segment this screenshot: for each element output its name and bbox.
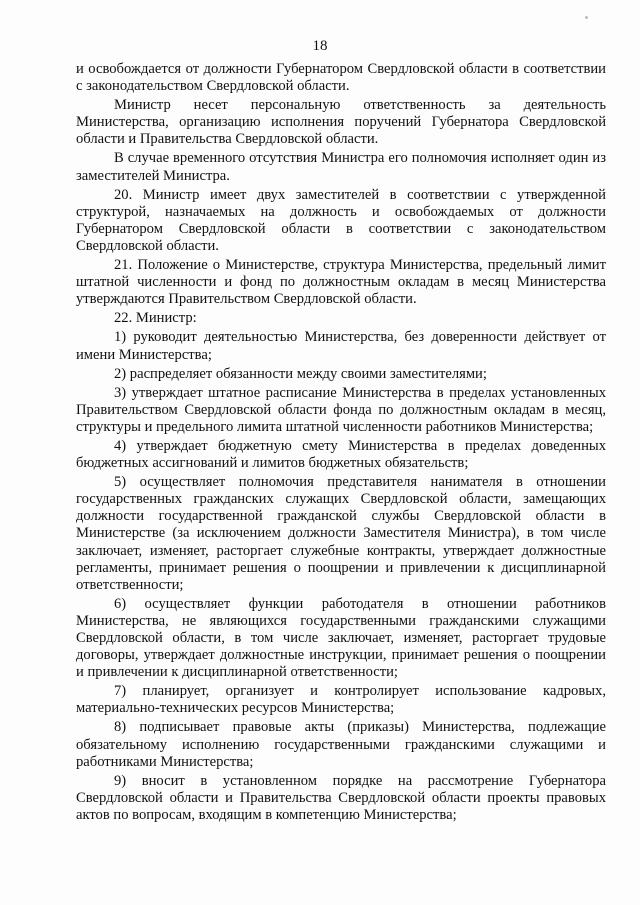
list-item-4: 4) утверждает бюджетную смету Министерства в пределах доведенных бюджетных ассигнований и лимитов бюджетных обязательств; — [76, 437, 606, 472]
list-item-8: 8) подписывает правовые акты (приказы) Министерства, подлежащие обязательному исполнению государственными гражданскими служащими и работниками Министерства; — [76, 719, 606, 770]
paragraph-item-20: 20. Министр имеет двух заместителей в соответствии с утвержденной структурой, назначаемых на должность и освобождаемых от должности Губернатором Свердловской области в соответствии с законодательством Свердловской области. — [76, 186, 606, 254]
list-item-1: 1) руководит деятельностью Министерства, без доверенности действует от имени Министерства; — [76, 329, 606, 363]
scan-speck — [585, 16, 588, 19]
paragraph-minister-responsibility: Министр несет персональную ответственность за деятельность Министерства, организацию исполнения поручений Губернатора Свердловской области и Правительства Свердловской области. — [76, 97, 606, 148]
list-item-6: 6) осуществляет функции работодателя в отношении работников Министерства, не являющихся государственными гражданскими служащими Свердловской области, в том числе заключает, изменяет, расторгает трудовые договоры, утверждает должностные инструкции, принимает решения о поощрении и привлечении к дисциплинарной ответственности; — [76, 595, 606, 681]
paragraph-item-21: 21. Положение о Министерстве, структура Министерства, предельный лимит штатной численности и фонд по должностным окладам в месяц Министерства утверждаются Правительством Свердловской области. — [76, 257, 606, 308]
document-body — [76, 61, 606, 826]
list-item-9: 9) вносит в установленном порядке на рассмотрение Губернатора Свердловской области и Правительства Свердловской области проекты правовых актов по вопросам, входящим в компетенцию Министерства; — [76, 772, 606, 823]
list-item-2: 2) распределяет обязанности между своими заместителями; — [114, 365, 487, 382]
page-number: 18 — [312, 38, 328, 54]
list-item-3: 3) утверждает штатное расписание Министерства в пределах установленных Правительством Свердловской области фонда по должностным окладам в месяц, структуры и предельного лимита штатной численности работников Министерства; — [76, 384, 606, 435]
paragraph-item-22: 22. Министр: — [114, 310, 197, 327]
paragraph-temporary-absence: В случае временного отсутствия Министра его полномочия исполняет один из заместителей Министра. — [76, 150, 606, 184]
list-item-5: 5) осуществляет полномочия представителя нанимателя в отношении государственных гражданских служащих Свердловской области, замещающих должности государственной гражданской службы Свердловской области в Министерстве (за исключением должности Заместителя Министра), в том числе заключает, изменяет, расторгает служебные контракты, утверждает должностные регламенты, принимает решения о поощрении и привлечении к дисциплинарной ответственности; — [76, 474, 606, 593]
paragraph-continuation: и освобождается от должности Губернатором Свердловской области в соответствии с законодательством Свердловской области. — [76, 61, 606, 95]
list-item-7: 7) планирует, организует и контролирует использование кадровых, материально-технических ресурсов Министерства; — [76, 683, 606, 717]
